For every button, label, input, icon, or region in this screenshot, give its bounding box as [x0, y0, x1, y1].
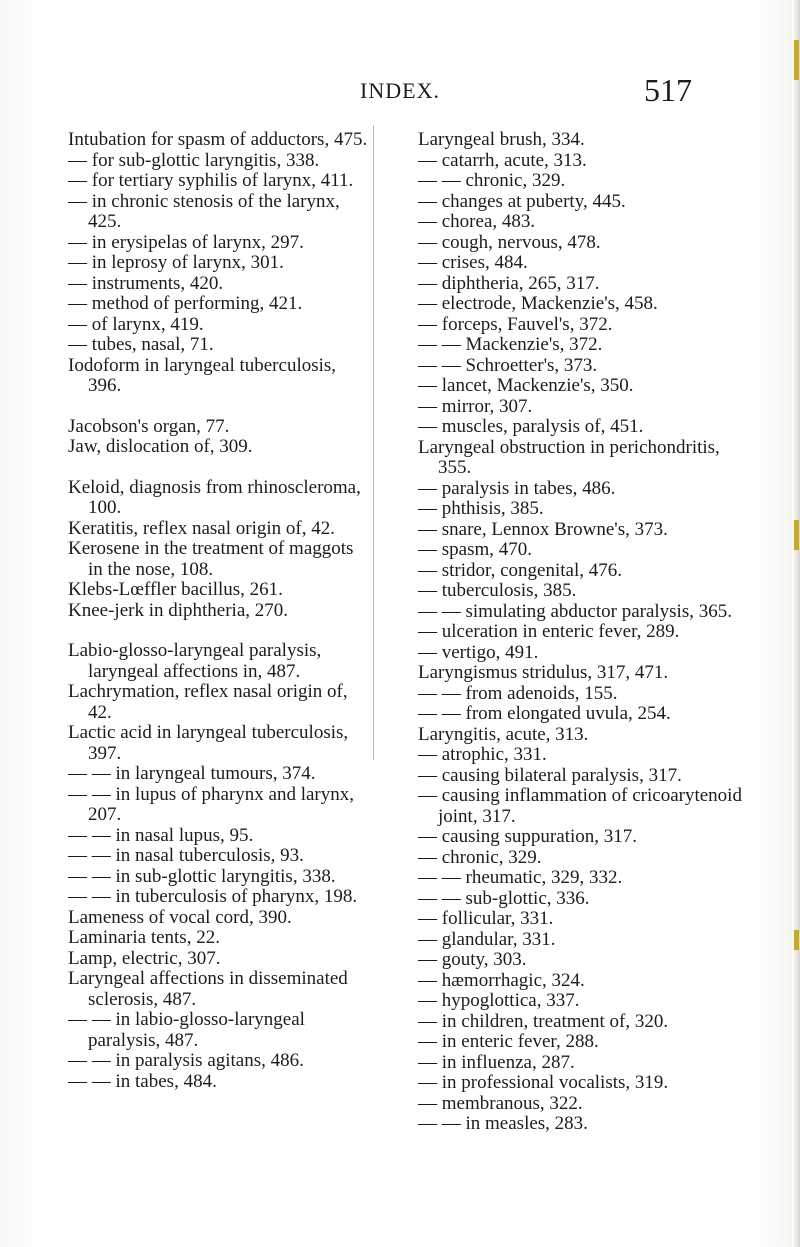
index-entry: — phthisis, 385. — [418, 498, 544, 519]
index-entry: — in professional vocalists, 319. — [418, 1072, 669, 1093]
index-entry: — — chronic, 329. — [418, 170, 566, 191]
index-entry: — — rheumatic, 329, 332. — [418, 867, 623, 888]
index-entry: Jaw, dislocation of, 309. — [68, 436, 253, 457]
index-entry: — — in nasal tuberculosis, 93. — [68, 845, 304, 866]
index-entry: — spasm, 470. — [418, 539, 532, 560]
index-entry: — lancet, Mackenzie's, 350. — [418, 375, 634, 396]
index-entry: — — in tuberculosis of pharynx, 198. — [68, 886, 358, 907]
page-title: INDEX. — [360, 78, 440, 103]
index-entry: — causing suppuration, 317. — [418, 826, 638, 847]
index-entry: — follicular, 331. — [418, 908, 554, 929]
index-entry: — — from adenoids, 155. — [418, 682, 618, 704]
index-entry: — — from elongated uvula, 254. — [418, 703, 671, 724]
index-entry: Laryngeal brush, 334. — [418, 129, 585, 150]
letter-group-gap — [68, 458, 368, 478]
index-entry: Lactic acid in laryngeal tuberculosis, 397. — [68, 722, 349, 764]
index-entry: Klebs-Lœffler bacillus, 261. — [68, 579, 283, 600]
index-entry: — electrode, Mackenzie's, 458. — [418, 293, 658, 314]
index-entry: — atrophic, 331. — [418, 744, 547, 765]
index-entry: — — in sub-glottic laryngitis, 338. — [68, 865, 336, 887]
index-entry: Laryngeal affections in disseminated sclerosis, 487. — [68, 968, 348, 1010]
index-entry: — — sub-glottic, 336. — [418, 887, 590, 909]
index-entry: — in influenza, 287. — [418, 1051, 575, 1073]
index-entry: — stridor, congenital, 476. — [418, 559, 622, 581]
index-entry: — causing inflammation of cricoarytenoid joint, 317. — [418, 785, 742, 827]
index-entry: — — in measles, 283. — [418, 1113, 588, 1134]
index-column-right — [418, 130, 748, 1135]
index-entry: — in chronic stenosis of the larynx, 425. — [68, 190, 340, 232]
index-entry: — glandular, 331. — [418, 928, 556, 950]
index-entry: Lachrymation, reflex nasal origin of, 42. — [68, 681, 348, 723]
index-entry: — — in tabes, 484. — [68, 1070, 217, 1092]
index-entry: Laminaria tents, 22. — [68, 927, 220, 948]
index-entry: — membranous, 322. — [418, 1092, 583, 1114]
index-entry: — snare, Lennox Browne's, 373. — [418, 518, 668, 540]
index-entry: Kerosene in the treatment of maggots in the nose, 108. — [68, 538, 354, 580]
index-entry: — for sub-glottic laryngitis, 338. — [68, 149, 320, 171]
index-entry: — in children, treatment of, 320. — [418, 1010, 669, 1032]
gilt-edge-mark — [794, 930, 799, 950]
index-entry: — — Mackenzie's, 372. — [418, 334, 603, 355]
index-entry: — crises, 484. — [418, 252, 528, 273]
index-entry: — vertigo, 491. — [418, 641, 539, 663]
index-entry: — — in labio-glosso-laryngeal paralysis, 487. — [68, 1009, 305, 1051]
index-entry: — for tertiary syphilis of larynx, 411. — [68, 170, 354, 191]
index-entry: — — in paralysis agitans, 486. — [68, 1050, 304, 1071]
index-entry: — instruments, 420. — [68, 272, 224, 294]
index-entry: Lameness of vocal cord, 390. — [68, 906, 292, 928]
index-entry: — of larynx, 419. — [68, 313, 204, 335]
index-entry: Laryngismus stridulus, 317, 471. — [418, 662, 669, 683]
index-entry: — cough, nervous, 478. — [418, 231, 601, 253]
index-entry: Intubation for spasm of adductors, 475. — [68, 129, 368, 150]
index-entry: — ulceration in enteric fever, 289. — [418, 621, 680, 642]
index-entry: — in erysipelas of larynx, 297. — [68, 231, 304, 253]
index-entry: Laryngitis, acute, 313. — [418, 723, 589, 745]
index-entry: Keloid, diagnosis from rhinoscleroma, 100. — [68, 476, 361, 518]
gilt-edge-mark — [794, 520, 799, 550]
index-entry: — in enteric fever, 288. — [418, 1031, 599, 1052]
index-entry: — tuberculosis, 385. — [418, 580, 577, 601]
index-entry: — hæmorrhagic, 324. — [418, 969, 585, 991]
index-entry: — catarrh, acute, 313. — [418, 149, 587, 171]
index-entry: — tubes, nasal, 71. — [68, 334, 214, 355]
index-column-left — [68, 130, 368, 1092]
index-entry: — changes at puberty, 445. — [418, 190, 626, 212]
page-number: 517 — [644, 72, 692, 108]
letter-group-gap — [68, 621, 368, 641]
index-entry: — causing bilateral paralysis, 317. — [418, 764, 682, 786]
index-entry: Knee-jerk in diphtheria, 270. — [68, 599, 289, 621]
index-entry: — diphtheria, 265, 317. — [418, 272, 600, 294]
index-entry: — — in laryngeal tumours, 374. — [68, 763, 316, 784]
letter-group-gap — [68, 397, 368, 417]
index-entry: — forceps, Fauvel's, 372. — [418, 313, 613, 335]
index-entry: — gouty, 303. — [418, 949, 527, 970]
index-entry: Labio-glosso-laryngeal paralysis, laryngeal affections in, 487. — [68, 640, 322, 682]
index-entry: — — in lupus of pharynx and larynx, 207. — [68, 783, 355, 825]
index-entry: — — Schroetter's, 373. — [418, 354, 598, 376]
index-entry: Lamp, electric, 307. — [68, 947, 221, 969]
index-entry: — — in nasal lupus, 95. — [68, 824, 254, 846]
index-entry: Keratitis, reflex nasal origin of, 42. — [68, 517, 335, 539]
index-entry: — method of performing, 421. — [68, 293, 303, 314]
index-entry: — — simulating abductor paralysis, 365. — [418, 600, 732, 622]
index-entry: — muscles, paralysis of, 451. — [418, 416, 644, 437]
column-divider — [373, 125, 374, 760]
index-entry: — mirror, 307. — [418, 395, 533, 417]
page-edge — [792, 0, 800, 1247]
page-header — [0, 68, 800, 108]
index-entry: Jacobson's organ, 77. — [68, 415, 230, 437]
index-entry: — chronic, 329. — [418, 846, 542, 868]
index-entry: — in leprosy of larynx, 301. — [68, 252, 284, 273]
index-entry: Iodoform in laryngeal tuberculosis, 396. — [68, 354, 337, 396]
index-entry: — hypoglottica, 337. — [418, 990, 580, 1011]
index-entry: — chorea, 483. — [418, 211, 536, 232]
index-entry: Laryngeal obstruction in perichondritis, 355. — [418, 436, 720, 478]
index-entry: — paralysis in tabes, 486. — [418, 477, 616, 499]
